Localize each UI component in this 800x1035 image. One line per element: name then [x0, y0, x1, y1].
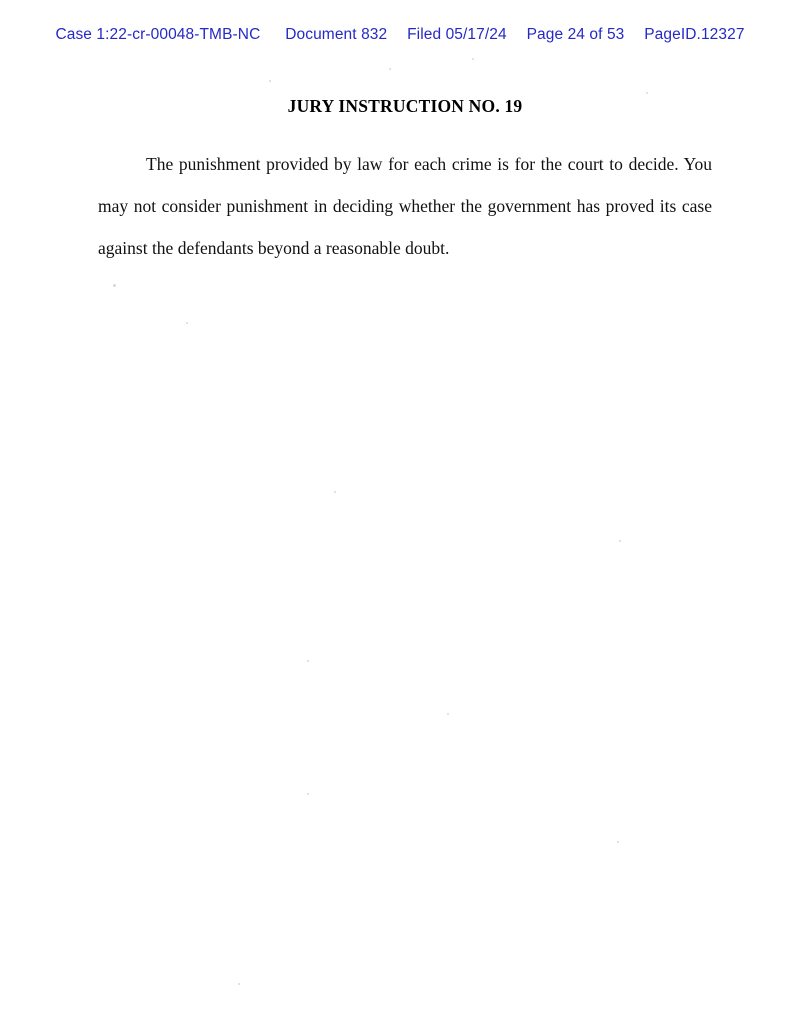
scan-speckle [619, 540, 621, 542]
ecf-page-id: PageID.12327 [644, 26, 745, 43]
scan-speckle [307, 793, 309, 795]
scan-speckle [617, 841, 619, 843]
scan-speckle [472, 58, 474, 60]
ecf-header-stamp [0, 26, 800, 44]
instruction-paragraph: The punishment provided by law for each crime is for the court to decide. You may not consider punishment in deciding whether the government has proved its case against the defendants beyond a reasonable doubt. [98, 154, 712, 258]
scan-speckle [646, 92, 648, 94]
document-body [98, 96, 712, 269]
ecf-document-number: Document 832 [285, 26, 388, 43]
scan-speckle [186, 322, 188, 324]
scan-speckle [334, 491, 336, 493]
scan-speckle [238, 983, 240, 985]
scan-speckle [447, 713, 449, 715]
scan-speckle [113, 284, 116, 287]
ecf-page-number: Page 24 of 53 [526, 26, 625, 43]
scan-speckle [307, 660, 309, 662]
ecf-filed-date: Filed 05/17/24 [407, 26, 507, 43]
ecf-case-number: Case 1:22-cr-00048-TMB-NC [55, 26, 261, 43]
scan-speckle [269, 80, 271, 82]
page-title: JURY INSTRUCTION NO. 19 [287, 96, 523, 116]
scan-speckle [389, 68, 391, 70]
